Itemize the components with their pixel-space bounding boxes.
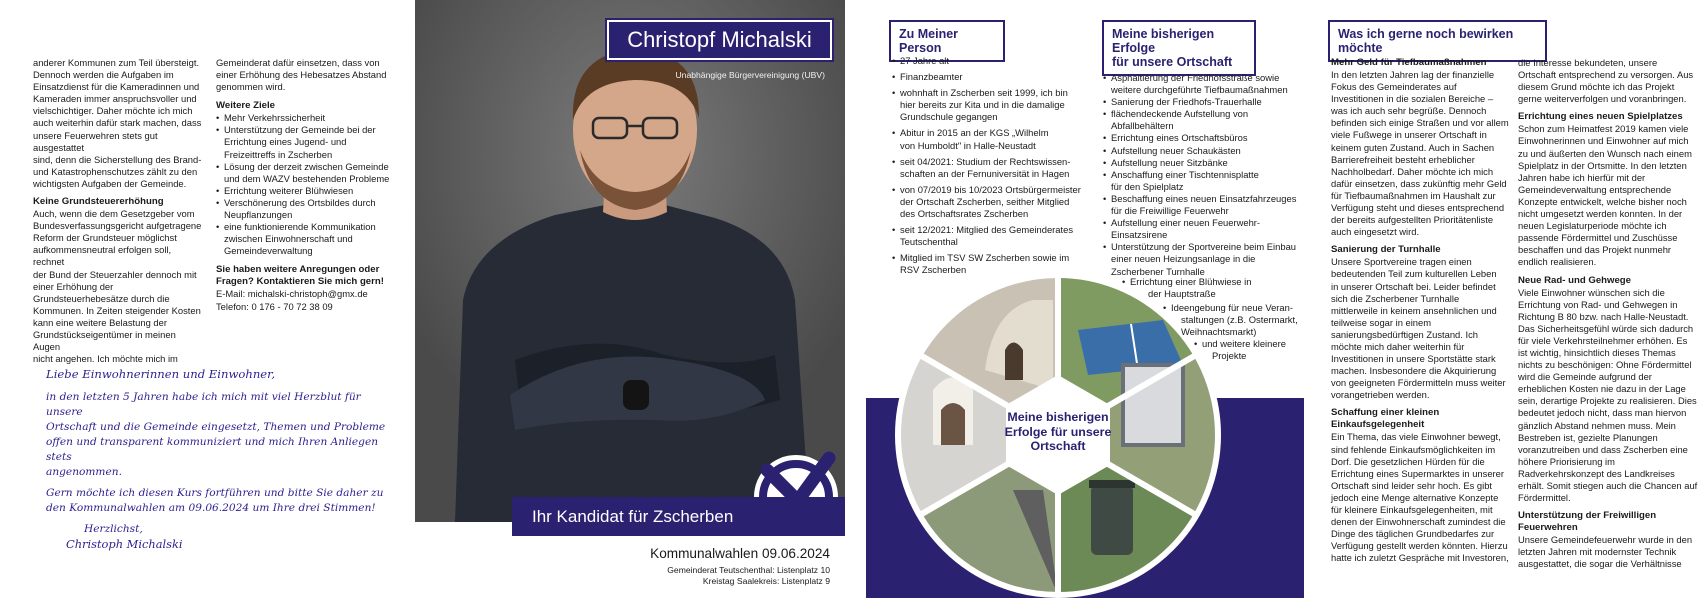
letter-line: offen und transparent kommuniziert und mich Ihren Anliegen stets: [46, 436, 379, 463]
wish-heading: [1331, 407, 1511, 431]
text-line: der Bund der Steuerzahler dennoch mit: [33, 268, 197, 280]
wishes-header: [1328, 20, 1547, 62]
letter-line: angenommen.: [46, 466, 122, 478]
wish-line: was ich auch sehr begrüße. Dennoch: [1331, 105, 1487, 117]
success-item-line: für die Freiwillige Feuerwehr: [1111, 205, 1229, 217]
wish-heading-line: Feuerwehren: [1518, 522, 1578, 534]
wish-line: sein, derartige Projekte zu realisieren. Dies: [1518, 395, 1697, 407]
wish-paragraph: [1518, 287, 1700, 505]
wish-line: Verfügung gestellt werden könnten. Hierzu: [1331, 540, 1508, 552]
letter-paragraph-1: [46, 390, 386, 480]
candidate-banner: [512, 497, 845, 536]
text-line: Reform der Grundsteuer möglichst: [33, 232, 177, 244]
election-info: [560, 546, 830, 587]
letter-greeting: Liebe Einwohnerinnen und Einwohner,: [46, 367, 276, 381]
text-line: Dennoch werden die Aufgaben im: [33, 69, 174, 81]
text-column-1: [33, 57, 203, 365]
goal-item: [216, 221, 391, 257]
wish-line: dafür einsetzen, dass zukünftig mehr Geld: [1331, 177, 1507, 189]
wish-line: diesem Grund möchte ich das Projekt: [1518, 81, 1675, 93]
about-me-section: [892, 55, 1092, 281]
wish-line: bedeutenden Teil zum kulturellen Leben: [1331, 268, 1497, 280]
wish-line: beschaffen und das Projekt nunmehr: [1518, 244, 1672, 256]
wish-heading-line: Mehr Geld für Tiefbaumaßnahmen: [1331, 57, 1487, 68]
success-item-line: für den Spielplatz: [1111, 180, 1184, 192]
wish-line: Fördermittel.: [1518, 492, 1571, 504]
wish-heading: [1518, 111, 1700, 123]
wish-line: sich die Zscherbener Turnhalle: [1331, 292, 1460, 304]
wish-line: Das Sicherheitsgefühl würde sich dadurch: [1518, 322, 1694, 334]
goal-item-line: • Errichtung weiterer Blühwiesen: [224, 184, 354, 196]
about-me-item-line: • wohnhaft in Zscherben seit 1999, ich bin: [900, 87, 1068, 99]
about-me-item-line: • Mitglied im TSV SW Zscherben sowie im: [900, 252, 1070, 264]
wish-line: Spielplatz in der Ortsmitte. In den letzten: [1518, 159, 1687, 171]
text-line: aufkommensneutral erfolgen soll, rechnet: [33, 244, 172, 268]
wish-line: befinden sich einige Straßen und vor allem: [1331, 117, 1509, 129]
success-item-line: • Aufstellung einer neuen Feuerwehr-: [1111, 217, 1261, 229]
wish-line: Bestreben ist, gezielte Planungen: [1518, 431, 1658, 443]
wish-line: denen der Einwohnerschaft zumindest die: [1331, 516, 1506, 528]
wish-line: hatte ich zuletzt Gespräche mit Investoren,: [1331, 552, 1509, 564]
goals-list: [216, 112, 391, 257]
successes-list: [1103, 72, 1323, 278]
about-me-item-line: • seit 04/2021: Studium der Rechtswissen-: [900, 155, 1071, 167]
about-me-item: [892, 184, 1092, 220]
wish-heading-line: Unterstützung der Freiwilligen: [1518, 510, 1657, 522]
wish-line: passende Fördermittel und Zuschüsse: [1518, 232, 1678, 244]
success-item: [1103, 169, 1323, 193]
wish-line: Radverkehrskonzept des Landkreises: [1518, 467, 1675, 479]
wish-paragraph: [1518, 57, 1700, 105]
about-me-item-line: • von 07/2019 bis 10/2023 Ortsbürgermeister: [900, 183, 1081, 195]
wish-line: nichts zu beschönigen: Ohne Fördermittel: [1518, 359, 1692, 371]
text-line: Grundsteuerhebesätze durch die: [33, 292, 170, 304]
collage-caption-line: Erfolge für unsere: [1004, 424, 1112, 439]
wish-line: in unserer Ortschaft bei. Leider befindet: [1331, 280, 1496, 292]
goal-item-line: • Lösung der derzeit zwischen Gemeinde: [224, 160, 389, 172]
success-item-line: • Ideengebung für neue Veran-: [1171, 302, 1293, 313]
goal-item-line: • Verschönerung des Ortsbildes durch: [224, 196, 376, 208]
wish-line: höhere Priorisierung im: [1518, 455, 1615, 467]
goal-item: [216, 161, 391, 185]
success-item-line: • flächendeckende Aufstellung von: [1111, 108, 1249, 120]
text-line: anderer Kommunen zum Teil übersteigt.: [33, 57, 200, 68]
wish-paragraph: [1331, 69, 1511, 238]
success-stagger-list: [1194, 338, 1314, 362]
text-line: Kommunen. In Zeiten steigender Kosten: [33, 304, 201, 316]
candidate-banner-text: Ihr Kandidat für Zscherben: [532, 507, 734, 526]
text-line: vielschichtiger. Daher möchte ich mich: [33, 105, 193, 117]
column1-paragraph: [33, 208, 203, 365]
wish-line: voranzutreiben und dass Zscherben eine: [1518, 443, 1688, 455]
successes-title-line: Meine bisherigen Erfolge: [1112, 27, 1215, 55]
wish-line: erheblichen Kosten nie dazu in der Lage: [1518, 383, 1686, 395]
list-place-district: Kreistag Saalekreis: Listenplatz 9: [702, 576, 830, 586]
text-line: Gemeinderat dafür einsetzen, dass von: [216, 57, 380, 68]
text-line: wichtigsten Aufgaben der Gemeinde.: [33, 177, 187, 189]
text-line: unsere Feuerwehren stets gut ausgestattet: [33, 129, 158, 153]
wish-line: Fokus des Gemeinderates auf: [1331, 81, 1457, 93]
wish-line: Verfügung steht und dieses entsprechend: [1331, 202, 1505, 214]
wish-line: gänzlich Abstand nehmen muss. Mein: [1518, 419, 1676, 431]
wish-line: möchte mich daher weiterhin für: [1331, 340, 1465, 352]
wish-paragraph: [1331, 256, 1511, 401]
text-line: sind, denn die Sicherstellung des Brand-: [33, 153, 202, 165]
text-line: Auch, wenn die dem Gesetzgeber vom: [33, 208, 195, 220]
wish-heading: [1518, 275, 1700, 287]
text-column-2: [216, 57, 391, 313]
wish-line: von geeigneten Fördermitteln muss weiter: [1331, 377, 1506, 389]
success-item: [1103, 145, 1323, 157]
success-item: [1103, 72, 1323, 96]
text-line: auch weiterhin dafür stark machen, dass: [33, 117, 202, 129]
success-item: [1103, 157, 1323, 169]
success-item-line: • Aufstellung neuer Schaukästen: [1111, 144, 1241, 156]
success-item: [1163, 302, 1313, 338]
success-item-line: • und weitere kleinere: [1202, 338, 1286, 349]
wish-line: bedeutet jedoch nicht, dass man hiervon: [1518, 407, 1687, 419]
success-item-line: • Anschaffung einer Tischtennisplatte: [1111, 168, 1259, 180]
wishes-column-b: [1518, 57, 1700, 570]
letter-closing: Herzlichst,: [84, 523, 143, 535]
wish-line: Konzepte entwickelt, welche bisher noch: [1518, 195, 1687, 207]
wish-line: keinem guten Zustand. Auch in Sachen: [1331, 141, 1495, 153]
goal-item-line: zwischen Einwohnerschaft und: [224, 233, 353, 245]
collage-caption-line: Meine bisherigen: [1007, 410, 1109, 424]
text-line: kann eine weitere Belastung der: [33, 316, 167, 328]
wish-line: Investitionen in die sozialen Bereiche –: [1331, 93, 1494, 105]
success-item-line: • Aufstellung neuer Sitzbänke: [1111, 156, 1228, 168]
text-line: genommen wird.: [216, 81, 286, 93]
goal-item-line: Errichtung eines Jugend- und: [224, 136, 347, 148]
wish-line: erhält. Somit stiegen auch die Chancen auf: [1518, 480, 1698, 491]
wish-line: Einwohnerinnen und Einwohner auf mich: [1518, 135, 1689, 147]
success-item-line: der Hauptstraße: [1148, 288, 1216, 300]
wish-line: Ortschaft entsprechend zu versorgen. Aus: [1518, 69, 1694, 81]
successes-section: [1103, 72, 1323, 278]
success-item-events: [1163, 302, 1313, 338]
text-line: Bundesverfassungsgericht aufgetragene: [33, 220, 202, 232]
wish-line: der bereits aufgestellten Prioritätenliste: [1331, 214, 1494, 226]
about-me-item-line: schaften an der Fernuniversität in Hagen: [900, 167, 1070, 179]
success-item: [1103, 193, 1323, 217]
wish-heading-line: Einkaufsgelegenheit: [1331, 419, 1425, 431]
candidate-name: Christopf Michalski: [627, 27, 812, 52]
goal-item-line: Neupflanzungen: [224, 209, 293, 221]
success-item: [1103, 96, 1323, 108]
wish-heading: [1331, 57, 1511, 69]
text-line: Einsatzdienst für die Kameradinnen und: [33, 81, 200, 93]
wish-line: Nachholbedarf. Daher möchte ich mich: [1331, 165, 1494, 177]
personal-letter: [46, 367, 386, 552]
success-item-line: • Errichtung eines Ortschaftsbüros: [1111, 132, 1248, 144]
about-me-list: [892, 55, 1092, 277]
about-me-item-line: • seit 12/2021: Mitglied des Gemeinderates: [900, 224, 1074, 236]
wish-paragraph: [1518, 123, 1700, 268]
success-item-line: einer neuen Heizungsanlage in die: [1111, 253, 1256, 265]
wish-line: Dorf. Die gesetzlichen Hürden für die: [1331, 455, 1485, 467]
success-item-bluehwiese: [1122, 276, 1282, 300]
wish-paragraph: [1331, 431, 1511, 564]
collage-caption: [993, 410, 1123, 454]
election-date: Kommunalwahlen 09.06.2024: [650, 546, 830, 561]
wish-heading-line: Neue Rad- und Gehwege: [1518, 274, 1632, 286]
wish-line: ist wichtig, hinsichtlich dieses Themas: [1518, 346, 1676, 358]
letter-signature: Christoph Michalski: [66, 537, 183, 551]
success-item-line: • Errichtung einer Blühwiese in: [1130, 276, 1252, 287]
text-line: Grundstückseigentümer in meinen Augen: [33, 328, 176, 353]
success-item: [1103, 217, 1323, 241]
wish-line: jedoch eine Menge alternative Konzepte: [1331, 491, 1499, 503]
text-line: und Katastrophenschutzes zählt zu den: [33, 165, 198, 177]
contact-phone: Telefon: 0 176 - 70 72 38 09: [216, 300, 333, 312]
about-me-item-line: RSV Zscherben: [900, 264, 967, 276]
wish-line: Errichtung von Rad- und Gehwegen in: [1518, 298, 1678, 310]
wish-heading: [1518, 510, 1700, 534]
success-item-line: Einsatzsirene: [1111, 229, 1168, 241]
wishes-column-a: [1331, 57, 1511, 564]
column1-intro: [33, 57, 203, 190]
about-me-item-line: • 27 Jahre alt: [900, 55, 949, 66]
wish-line: für kleinere Einkaufsgelegenheiten, mit: [1331, 504, 1493, 515]
success-item-line: • Unterstützung der Sportvereine beim Einbau: [1111, 241, 1297, 253]
heading-no-tax-increase: Keine Grundsteuererhöhung: [33, 196, 164, 208]
candidate-photo-panel: [415, 0, 845, 522]
about-me-item-line: des Ortschaftsrates Zscherben: [900, 208, 1029, 220]
goal-item-line: • Mehr Verkehrssicherheit: [224, 112, 326, 124]
letter-line: Gern möchte ich diesen Kurs fortführen und bitte Sie daher zu: [46, 487, 384, 499]
success-item-more: [1194, 338, 1314, 362]
wish-line: auch eingesetzt wird.: [1331, 226, 1420, 238]
wish-line: Gemeindeverwaltung entsprechende: [1518, 183, 1672, 195]
success-item: [1103, 108, 1323, 132]
about-me-item-line: Teutschenthal: [900, 236, 958, 248]
about-me-item-line: hier bereits zur Kita und in die damalige: [900, 99, 1065, 111]
candidate-name-box: [607, 20, 832, 60]
collage-caption-line: Ortschaft: [1030, 439, 1086, 453]
wish-line: Ortschaft sind leider sehr hoch. Es gibt: [1331, 479, 1493, 491]
about-me-item-line: der Ortschaft Zscherben, seither Mitglied: [900, 195, 1070, 207]
wish-line: Jahren habe ich hierfür mit der: [1518, 171, 1646, 183]
about-me-item: [892, 55, 1092, 67]
wish-line: sind fehlende Einkaufsmöglichkeiten im: [1331, 443, 1496, 455]
about-me-item: [892, 87, 1092, 123]
about-me-item-line: von Humboldt" in Halle-Neustadt: [900, 139, 1036, 151]
heading-further-goals: Weitere Ziele: [216, 100, 276, 112]
wish-heading-line: Schaffung einer kleinen: [1331, 407, 1440, 419]
contact-email: E-Mail: michalski-christoph@gmx.de: [216, 288, 368, 300]
wish-line: Schon zum Heimatfest 2019 kamen viele: [1518, 123, 1689, 135]
success-item: [1103, 132, 1323, 144]
goal-item-line: • Unterstützung der Gemeinde bei der: [224, 124, 376, 136]
success-item-line: Projekte: [1212, 350, 1247, 362]
about-me-item: [892, 224, 1092, 248]
about-me-item: [892, 71, 1092, 83]
letter-line: Ortschaft und die Gemeinde eingesetzt, Themen und Probleme: [46, 421, 386, 433]
text-line: Kameraden immer anspruchsvoller und: [33, 93, 197, 105]
wish-line: für viele Verkehrsteilnehmer erhöhen. Es: [1518, 334, 1688, 346]
letter-paragraph-2: [46, 486, 386, 516]
about-me-item: [892, 127, 1092, 151]
wish-line: neuen Legislaturperiode möchte ich: [1518, 220, 1667, 232]
goal-item-line: und dem WAZV bestehenden Probleme: [224, 172, 390, 184]
success-item-line: Abfallbehältern: [1111, 120, 1174, 132]
wish-line: nicht umgesetzt werden konnten. In der: [1518, 208, 1683, 220]
letter-line: den Kommunalwahlen am 09.06.2024 um Ihre drei Stimmen!: [46, 502, 376, 514]
success-item: [1194, 338, 1314, 362]
wish-line: teilweise sogar in einem: [1331, 316, 1432, 328]
wish-line: Viele Einwohner wünschen sich die: [1518, 286, 1665, 298]
wish-line: endlich realisieren.: [1518, 256, 1597, 268]
goal-item-line: • eine funktionierende Kommunikation: [224, 221, 376, 233]
successes-title-line: für unsere Ortschaft: [1112, 55, 1233, 69]
wish-line: Richtung B 80 bzw. nach Halle-Neustadt.: [1518, 310, 1689, 322]
wish-line: In den letzten Jahren lag der finanzielle: [1331, 69, 1495, 80]
success-item-line: Weihnachtsmarkt): [1181, 326, 1257, 338]
text-line: einer Erhöhung der: [33, 280, 114, 292]
success-stagger-list: [1163, 302, 1313, 338]
wish-line: Ein Thema, das viele Einwohner bewegt,: [1331, 431, 1501, 443]
success-item-line: • Sanierung der Friedhofs-Trauerhalle: [1111, 96, 1262, 108]
contact-heading-line: Sie haben weitere Anregungen oder: [216, 264, 380, 276]
wish-paragraph: [1518, 534, 1700, 570]
wish-heading-line: Errichtung eines neuen Spielplatzes: [1518, 111, 1683, 123]
wish-line: ausgestattet, die sogar die Verhältnisse: [1518, 558, 1682, 570]
goal-item: [216, 112, 391, 124]
goal-item: [216, 124, 391, 160]
wish-line: Unsere Gemeindefeuerwehr wurde in den: [1518, 534, 1693, 546]
success-item: [1122, 276, 1282, 300]
goal-item-line: Gemeindeverwaltung: [224, 245, 313, 257]
wish-line: die Interesse bekundeten, unsere: [1518, 57, 1658, 68]
text-line: nicht angehen. Ich möchte mich im: [33, 353, 178, 365]
wish-line: Dinge des täglichen Grundbedarfes zur: [1331, 528, 1495, 540]
wish-heading: [1331, 244, 1511, 256]
text-line: einer Erhöhung des Hebesatzes Abstand: [216, 69, 387, 81]
wish-line: Unsere Sportvereine tragen einen: [1331, 256, 1472, 268]
contact-heading-line: Fragen? Kontaktieren Sie mich gern!: [216, 276, 384, 288]
goal-item: [216, 185, 391, 197]
about-me-item-line: • Abitur in 2015 an der KGS „Wilhelm: [900, 127, 1049, 139]
about-me-item-line: • Finanzbeamter: [900, 71, 963, 83]
goal-item: [216, 197, 391, 221]
wish-line: machen. Insbesondere die Akquirierung: [1331, 365, 1497, 377]
contact-heading: [216, 264, 391, 288]
wish-heading-line: Sanierung der Turnhalle: [1331, 244, 1441, 256]
goal-item-line: Freizeittreffs in Zscherben: [224, 148, 333, 160]
about-me-title: Zu Meiner Person: [899, 27, 959, 55]
wish-line: Barrierefreiheit besteht erheblicher: [1331, 153, 1475, 165]
column2-intro: [216, 57, 391, 93]
success-item-line: Zscherbener Turnhalle: [1111, 265, 1205, 277]
wishes-title: Was ich gerne noch bewirken möchte: [1338, 27, 1514, 55]
party-name: Unabhängige Bürgervereinigung (UBV): [675, 70, 825, 80]
success-item-line: • Asphaltierung der Friedhofsstraße sowie: [1111, 72, 1280, 83]
about-me-item: [892, 156, 1092, 180]
wish-line: letzten Jahren mit modernster Technik: [1518, 546, 1677, 558]
wish-line: zu und äußerten den Wunsch nach einem: [1518, 147, 1692, 159]
wish-line: mittlerweile in keinem ansehnlichen und: [1331, 304, 1497, 316]
wish-line: Errichtung eines Supermarktes in unserer: [1331, 467, 1504, 479]
wish-line: für Tiefbaumaßnahmen im Haushalt zur: [1331, 189, 1496, 201]
wish-line: wird die Gemeinde aufgrund der: [1518, 371, 1652, 383]
success-item-line: weitere durchgeführte Tiefbaumaßnahmen: [1111, 84, 1288, 96]
list-place-municipal: Gemeinderat Teutschenthal: Listenplatz 10: [667, 565, 830, 575]
success-stagger-list: [1122, 276, 1282, 300]
success-item-line: • Beschaffung eines neuen Einsatzfahrzeuges: [1111, 192, 1297, 204]
letter-line: in den letzten 5 Jahren habe ich mich mit viel Herzblut für unsere: [46, 391, 361, 418]
success-item-line: staltungen (z.B. Ostermarkt,: [1181, 314, 1298, 326]
wish-line: sanierungsbedürftigen Zustand. Ich: [1331, 328, 1478, 340]
wish-line: Investitionen in unsere Sportstätte stark: [1331, 353, 1496, 365]
wish-line: vorangetrieben werden.: [1331, 389, 1430, 401]
about-me-item-line: Grundschule gegangen: [900, 111, 998, 123]
successes-header: [1102, 20, 1256, 76]
wish-line: viele Fußwege in unserer Ortschaft in: [1331, 129, 1487, 141]
wish-line: gerne weiterverfolgen und voranbringen.: [1518, 93, 1687, 105]
